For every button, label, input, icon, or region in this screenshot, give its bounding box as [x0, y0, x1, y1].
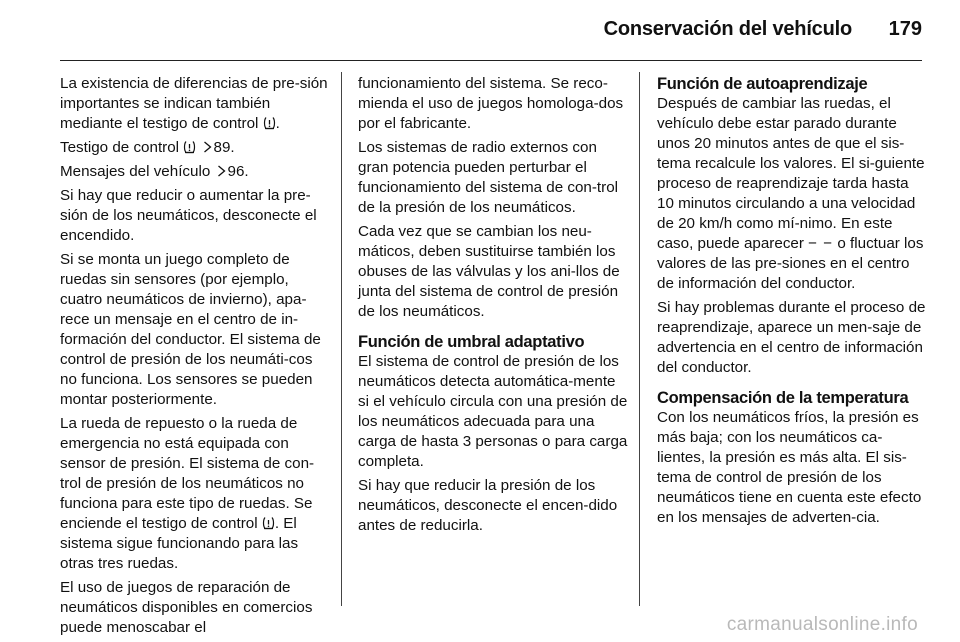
- paragraph: Los sistemas de radio externos con gran potencia pueden perturbar el funcionamiento del sistema de con-trol de la presión de los neumáticos.: [358, 139, 619, 216]
- paragraph: [60, 74, 328, 134]
- section-heading: Compensación de la temperatura: [657, 389, 909, 407]
- paragraph-text: Después de cambiar las ruedas, el vehículo debe estar parado durante unos 20 minutos antes de que el sis-tema recalcule los valores. El si-guiente proceso de reaprendizaje tarda hasta 10 minutos circulando a una velocidad de 20 km/h como mí-nimo. En este caso, puede aparecer: [657, 95, 925, 252]
- section-title: Conservación del vehículo: [603, 18, 852, 40]
- page-number: 179: [888, 18, 922, 40]
- column-2: [358, 74, 628, 540]
- page-reference-arrow-icon: [203, 141, 212, 153]
- paragraph: [60, 138, 328, 158]
- tire-pressure-warning-icon: [262, 516, 275, 530]
- page-reference-link[interactable]: 89.: [213, 139, 235, 156]
- watermark: carmanualsonline.info: [726, 614, 918, 635]
- paragraph-text: La existencia de diferencias de pre-sión importantes se indican también mediante el testigo de control: [60, 75, 328, 132]
- paragraph: funcionamiento del sistema. Se reco-mienda el uso de juegos homologa-dos por el fabricante.: [358, 75, 624, 132]
- header-rule: [60, 60, 922, 61]
- paragraph: Si hay que reducir la presión de los neumáticos, desconecte el encen-dido antes de reducirla.: [358, 477, 618, 534]
- paragraph-text: . El sistema sigue funcionando para las otras tres ruedas.: [60, 515, 299, 572]
- paragraph: El sistema de control de presión de los neumáticos detecta automática-mente si el vehículo circula con una presión de los neumáticos adecuada para una carga de hasta 3 personas o para carga completa.: [358, 353, 628, 470]
- column-divider-2: [639, 72, 640, 606]
- page-reference-arrow-icon: [217, 165, 226, 177]
- page-header: [0, 0, 960, 60]
- paragraph: Si hay problemas durante el proceso de reaprendizaje, aparece un men-saje de advertencia en el centro de información del conductor.: [657, 299, 926, 376]
- paragraph-text: La rueda de repuesto o la rueda de emergencia no está equipada con sensor de presión. El sistema de con-trol de presión de los neumáticos no funciona para este tipo de ruedas. Se enciende el testigo de control: [60, 415, 315, 532]
- column-1: [60, 74, 328, 642]
- paragraph: [657, 94, 929, 294]
- paragraph: Si se monta un juego completo de ruedas sin sensores (por ejemplo, cuatro neumáticos de invierno), apa-rece un mensaje en el centro de in-formación del conductor. El sistema de control de presión de los neumáti-cos no funciona. Los sensores se pueden montar posteriormente.: [60, 251, 321, 408]
- paragraph-text: Mensajes del vehículo: [60, 163, 211, 180]
- column-3: [657, 74, 929, 532]
- page-reference-link[interactable]: 96.: [227, 163, 249, 180]
- paragraph: [60, 414, 328, 574]
- paragraph: Cada vez que se cambian los neu-máticos, deben sustituirse también los obuses de las válvulas y los ani-llos de junta del sistema de control de presión de los neumáticos.: [358, 223, 620, 320]
- paragraph: [60, 162, 328, 182]
- section-heading: Función de umbral adaptativo: [358, 333, 585, 351]
- display-dashes: − −: [808, 235, 834, 252]
- paragraph: Con los neumáticos fríos, la presión es más baja; con los neumáticos ca-lientes, la presión es más alta. El sis-tema de control de presión de los neumáticos tiene en cuenta este efecto en los mensajes de adverten-cia.: [657, 409, 922, 526]
- paragraph-text: .: [275, 115, 280, 132]
- paragraph-text: Testigo de control: [60, 139, 180, 156]
- section-heading: Función de autoaprendizaje: [657, 75, 868, 93]
- paragraph-text: o fluctuar los valores de las pre-siones en el centro de información del conductor.: [657, 235, 924, 292]
- tire-pressure-warning-icon: [183, 140, 196, 154]
- column-divider-1: [341, 72, 342, 606]
- paragraph: El uso de juegos de reparación de neumáticos disponibles en comercios puede menoscabar el: [60, 579, 313, 636]
- tire-pressure-warning-icon: [263, 116, 276, 130]
- paragraph: Si hay que reducir o aumentar la pre-sión de los neumáticos, desconecte el encendido.: [60, 187, 317, 244]
